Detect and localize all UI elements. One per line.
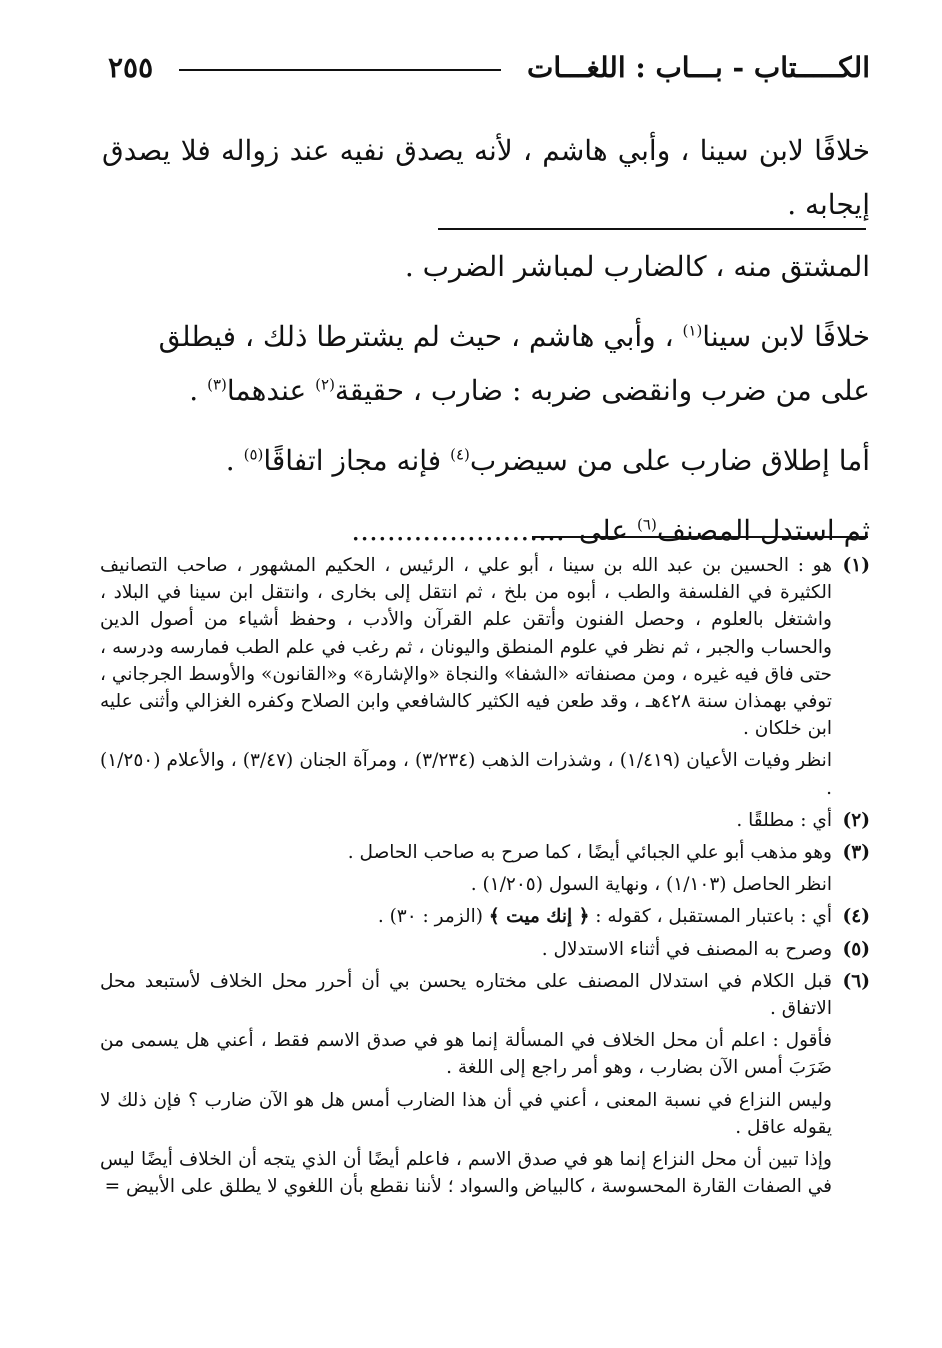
footnote-number: (٤) [842, 906, 870, 928]
footnote-text: أي : باعتبار المستقبل ، كقوله : ﴿ إنك ميت ﴾ (الزمر : ٣٠) . [377, 906, 832, 928]
footnote-text: هو : الحسين بن عبد الله بن سينا ، أبو علي ، الرئيس ، الحكيم المشهور ، صاحب التصانيف الكثيرة في الفلسفة والطب ، أبوه من بلخ ، ثم انتقل إلى بخارى ، وانتقل ابن سينا في البلاد ، واشتغل بالعلوم ، وحصل الفنون وأتقن علم القرآن والأدب ، وحفظ أشياء من أصول الدين والحساب والجبر ، ثم نظر في علوم المنطق واليونان ، ثم رغب في علم الطب فمارسه ودرسه ، حتى فاق فيه غيره ، ومن مصنفاته «الشفا» والنجاة «والإشارة» و«القانون» والأوسط الجرجاني ، توفي بهمذان سنة ٤٢٨هـ ، وقد طعن فيه الكثير كالشافعي وابن الصلاح وكفره الغزالي وأثنى عليه ابن خلكان . [100, 555, 833, 740]
matn-line: ثم استدل المصنف$^{(٦)}$ على........................ [351, 514, 870, 547]
footnote-marker: (٣) [207, 375, 227, 394]
footnote-number: (٦) [842, 970, 870, 992]
footnote-text: وليس النزاع في نسبة المعنى ، أعني في أن هذا الضارب أمس هل هو الآن ضارب ؟ فإن ذلك لا يقوله عاقل . [100, 1089, 832, 1138]
commentary-paragraph: خلافًا لابن سينا ، وأبي هاشم ، لأنه يصدق نفيه عند زواله فلا يصدق إيجابه . [102, 134, 870, 221]
footnote-text: قبل الكلام في استدلال المصنف على مختاره يحسن بي أن أحرر محل الخلاف لأستبعد محل الاتفاق . [100, 970, 832, 1020]
footnote-reference: انظر وفيات الأعيان (١/٤١٩) ، وشذرات الذهب (٣/٢٣٤) ، ومرآة الجنان (٣/٤٧) ، والأعلام (١/٢٥٠) . [100, 750, 832, 799]
continuation-dots: ........................ [351, 514, 565, 547]
footnote [100, 903, 870, 930]
matn-line: المشتق منه ، كالضارب لمباشر الضرب . [404, 250, 870, 283]
footnotes-section [100, 552, 870, 1205]
footnote-text: وصرح به المصنف في أثناء الاستدلال . [541, 938, 832, 960]
footnote-marker: (٥) [243, 445, 264, 464]
page-number: ٢٥٥ [108, 50, 154, 84]
footnote [100, 936, 870, 963]
footnote [100, 552, 870, 802]
matn-section [102, 240, 870, 558]
header-rule [179, 69, 501, 71]
matn-line: خلافًا لابن سينا$^{(١)}$ ، وأبي هاشم ، حيث لم يشترطا ذلك ، فيطلق [158, 320, 870, 353]
section-divider [438, 228, 866, 230]
footnote-text: فأقول : اعلم أن محل الخلاف في المسألة إنما هو في صدق الاسم فقط ، أعني هل يسمى من ضَرَبَ أمس الآن بضارب ، وهو أمر راجع إلى اللغة . [100, 1030, 832, 1079]
footnote-number: (٢) [842, 809, 870, 831]
quran-citation: ﴿ إنك ميت ﴾ [488, 906, 590, 928]
footnote-marker: (١) [682, 321, 703, 340]
footnote-text: وهو مذهب أبو علي الجبائي أيضًا ، كما صرح به صاحب الحاصل . [347, 842, 832, 864]
footnote-reference: انظر الحاصل (١/١٠٣) ، ونهاية السول (١/٢٠٥) . [470, 874, 832, 896]
footnote-text: أي : مطلقًا . [736, 809, 832, 831]
page-header [108, 44, 870, 90]
footnote-number: (٥) [842, 938, 870, 960]
matn-line: أما إطلاق ضارب على من سيضرب$^{(٤)}$ فإنه مجاز اتفاقًا$^{(٥)}$ . [225, 444, 870, 477]
footnote [100, 839, 870, 898]
footnote [100, 807, 870, 834]
running-title: الكـــــتاب - بـــاب : اللغـــات [527, 50, 870, 84]
matn-line: على من ضرب وانقضى ضربه : ضارب ، حقيقة$^{(٢)}$ عندهما$^{(٣)}$ . [189, 374, 870, 407]
footnote-number: (١) [842, 555, 870, 576]
footnote [100, 968, 870, 1201]
footnote-marker: (٢) [315, 375, 335, 394]
footnote-text: وإذا تبين أن محل النزاع إنما هو في صدق الاسم ، فاعلم أيضًا أن الذي يتجه أن الخلاف أيضًا ليس في الصفات القارة المحسوسة ، كالبياض والسواد ؛ لأننا نقطع بأن اللغوي لا يطلق على الأبيض = [100, 1149, 832, 1198]
footnote-number: (٣) [842, 842, 870, 864]
footnote-marker: (٦) [637, 515, 657, 534]
footnote-rule [532, 536, 868, 538]
footnote-marker: (٤) [450, 445, 470, 464]
